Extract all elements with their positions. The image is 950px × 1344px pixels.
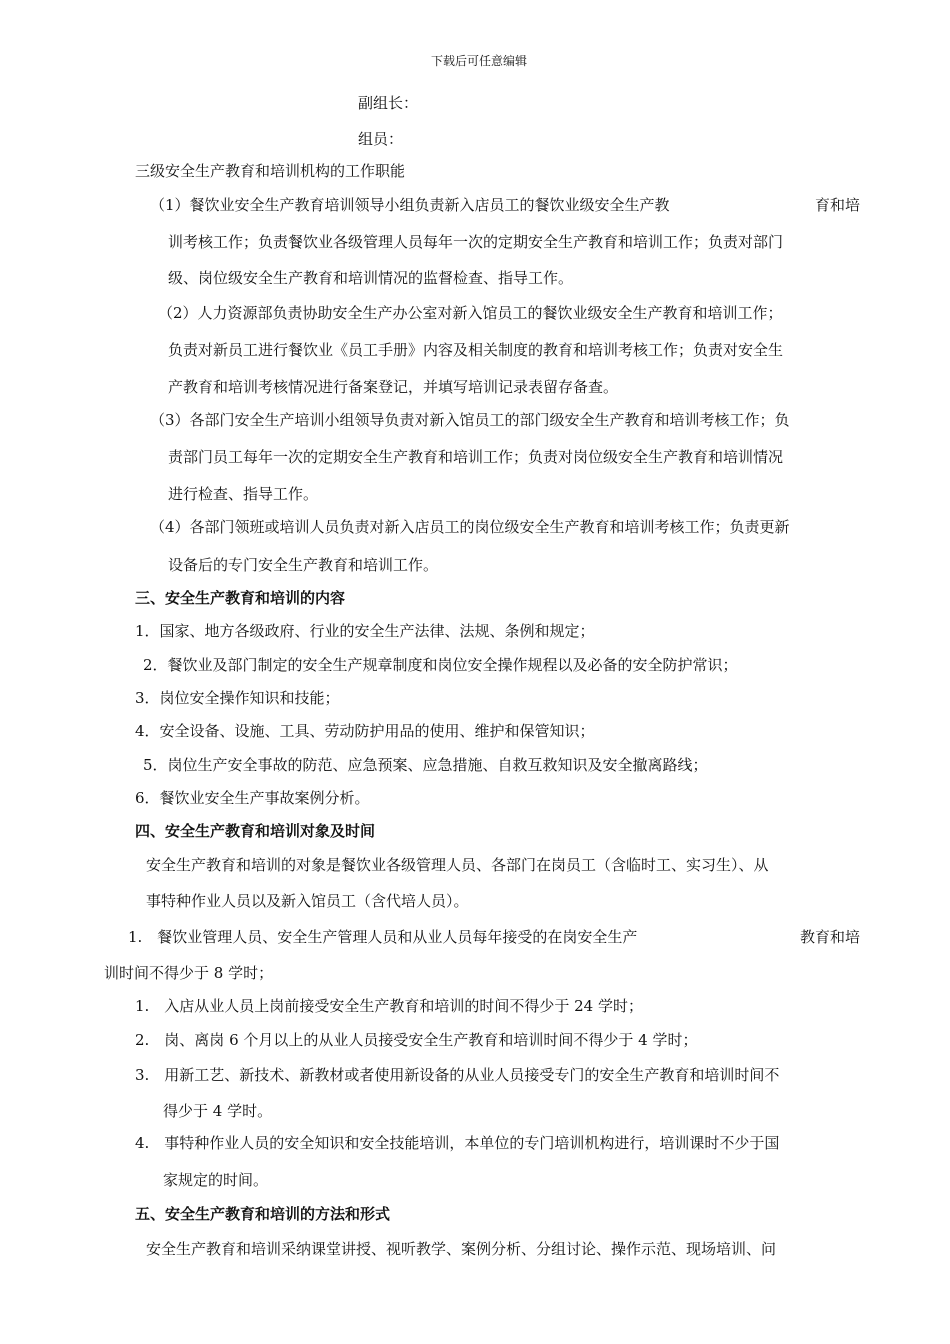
- paragraph-text: （1）餐饮业安全生产教育培训领导小组负责新入店员工的餐饮业级安全生产教: [150, 196, 670, 214]
- member-label: 组员：: [358, 130, 404, 148]
- vice-leader-label: 副组长：: [358, 94, 419, 112]
- list-item: 2．餐饮业及部门制定的安全生产规章制度和岗位安全操作规程以及必备的安全防护常识；: [143, 656, 738, 674]
- section-4-heading: 四、安全生产教育和培训对象及时间: [135, 822, 376, 840]
- paragraph-line: （4）各部门领班或培训人员负责对新入店员工的岗位级安全生产教育和培训考核工作；负责更新: [150, 518, 790, 536]
- paragraph-line: 安全生产教育和培训采纳课堂讲授、视听教学、案例分析、分组讨论、操作示范、现场培训、问: [146, 1240, 777, 1258]
- list-item: 5．岗位生产安全事故的防范、应急预案、应急措施、自救互救知识及安全撤离路线；: [143, 756, 708, 774]
- section-5-heading: 五、安全生产教育和培训的方法和形式: [135, 1205, 391, 1223]
- paragraph-line: 安全生产教育和培训的对象是餐饮业各级管理人员、各部门在岗员工（含临时工、实习生）、从: [146, 856, 769, 874]
- paragraph-line: 责部门员工每年一次的定期安全生产教育和培训工作；负责对岗位级安全生产教育和培训情况: [168, 448, 784, 466]
- list-item: 得少于 4 学时。: [163, 1102, 273, 1120]
- paragraph-text: 1. 餐饮业管理人员、安全生产管理人员和从业人员每年接受的在岗安全生产: [128, 928, 638, 946]
- section-3-heading: 三、安全生产教育和培训的内容: [135, 589, 346, 607]
- paragraph-text: 教育和培: [799, 928, 860, 946]
- paragraph-line: 事特种作业人员以及新入馆员工（含代培人员）。: [146, 892, 469, 910]
- list-item: 4. 事特种作业人员的安全知识和安全技能培训，本单位的专门培训机构进行，培训课时不少于国: [135, 1134, 780, 1152]
- paragraph-line: 负责对新员工进行餐饮业《员工手册》内容及相关制度的教育和培训考核工作；负责对安全生: [168, 341, 784, 359]
- paragraph-line: 级、岗位级安全生产教育和培训情况的监督检查、指导工作。: [168, 269, 574, 287]
- paragraph-text: 育和培: [814, 196, 860, 214]
- paragraph-line: 训考核工作；负责餐饮业各级管理人员每年一次的定期安全生产教育和培训工作；负责对部门: [168, 233, 784, 251]
- paragraph-line: [128, 927, 860, 947]
- list-item: 2. 岗、离岗 6 个月以上的从业人员接受安全生产教育和培训时间不得少于 4 学时；: [135, 1031, 698, 1049]
- functions-title: 三级安全生产教育和培训机构的工作职能: [135, 162, 406, 180]
- list-item: 家规定的时间。: [163, 1171, 269, 1189]
- page-header-note: 下载后可任意编辑: [431, 54, 528, 68]
- paragraph-line: 训时间不得少于 8 学时；: [104, 964, 274, 982]
- paragraph-line: 设备后的专门安全生产教育和培训工作。: [168, 556, 439, 574]
- list-item: 1．国家、地方各级政府、行业的安全生产法律、法规、条例和规定；: [135, 622, 595, 640]
- paragraph-line: （2）人力资源部负责协助安全生产办公室对新入馆员工的餐饮业级安全生产教育和培训工作；: [158, 304, 783, 322]
- list-item: 6．餐饮业安全生产事故案例分析。: [135, 789, 370, 807]
- list-item: 3．岗位安全操作知识和技能；: [135, 689, 340, 707]
- list-item: 1. 入店从业人员上岗前接受安全生产教育和培训的时间不得少于 24 学时；: [135, 997, 643, 1015]
- paragraph-line: [150, 195, 860, 215]
- paragraph-line: 产教育和培训考核情况进行备案登记，并填写培训记录表留存备查。: [168, 378, 619, 396]
- list-item: 3. 用新工艺、新技术、新教材或者使用新设备的从业人员接受专门的安全生产教育和培训时间不: [135, 1066, 780, 1084]
- list-item: 4．安全设备、设施、工具、劳动防护用品的使用、维护和保管知识；: [135, 722, 595, 740]
- paragraph-line: （3）各部门安全生产培训小组领导负责对新入馆员工的部门级安全生产教育和培训考核工作；负: [150, 411, 790, 429]
- paragraph-line: 进行检查、指导工作。: [168, 485, 319, 503]
